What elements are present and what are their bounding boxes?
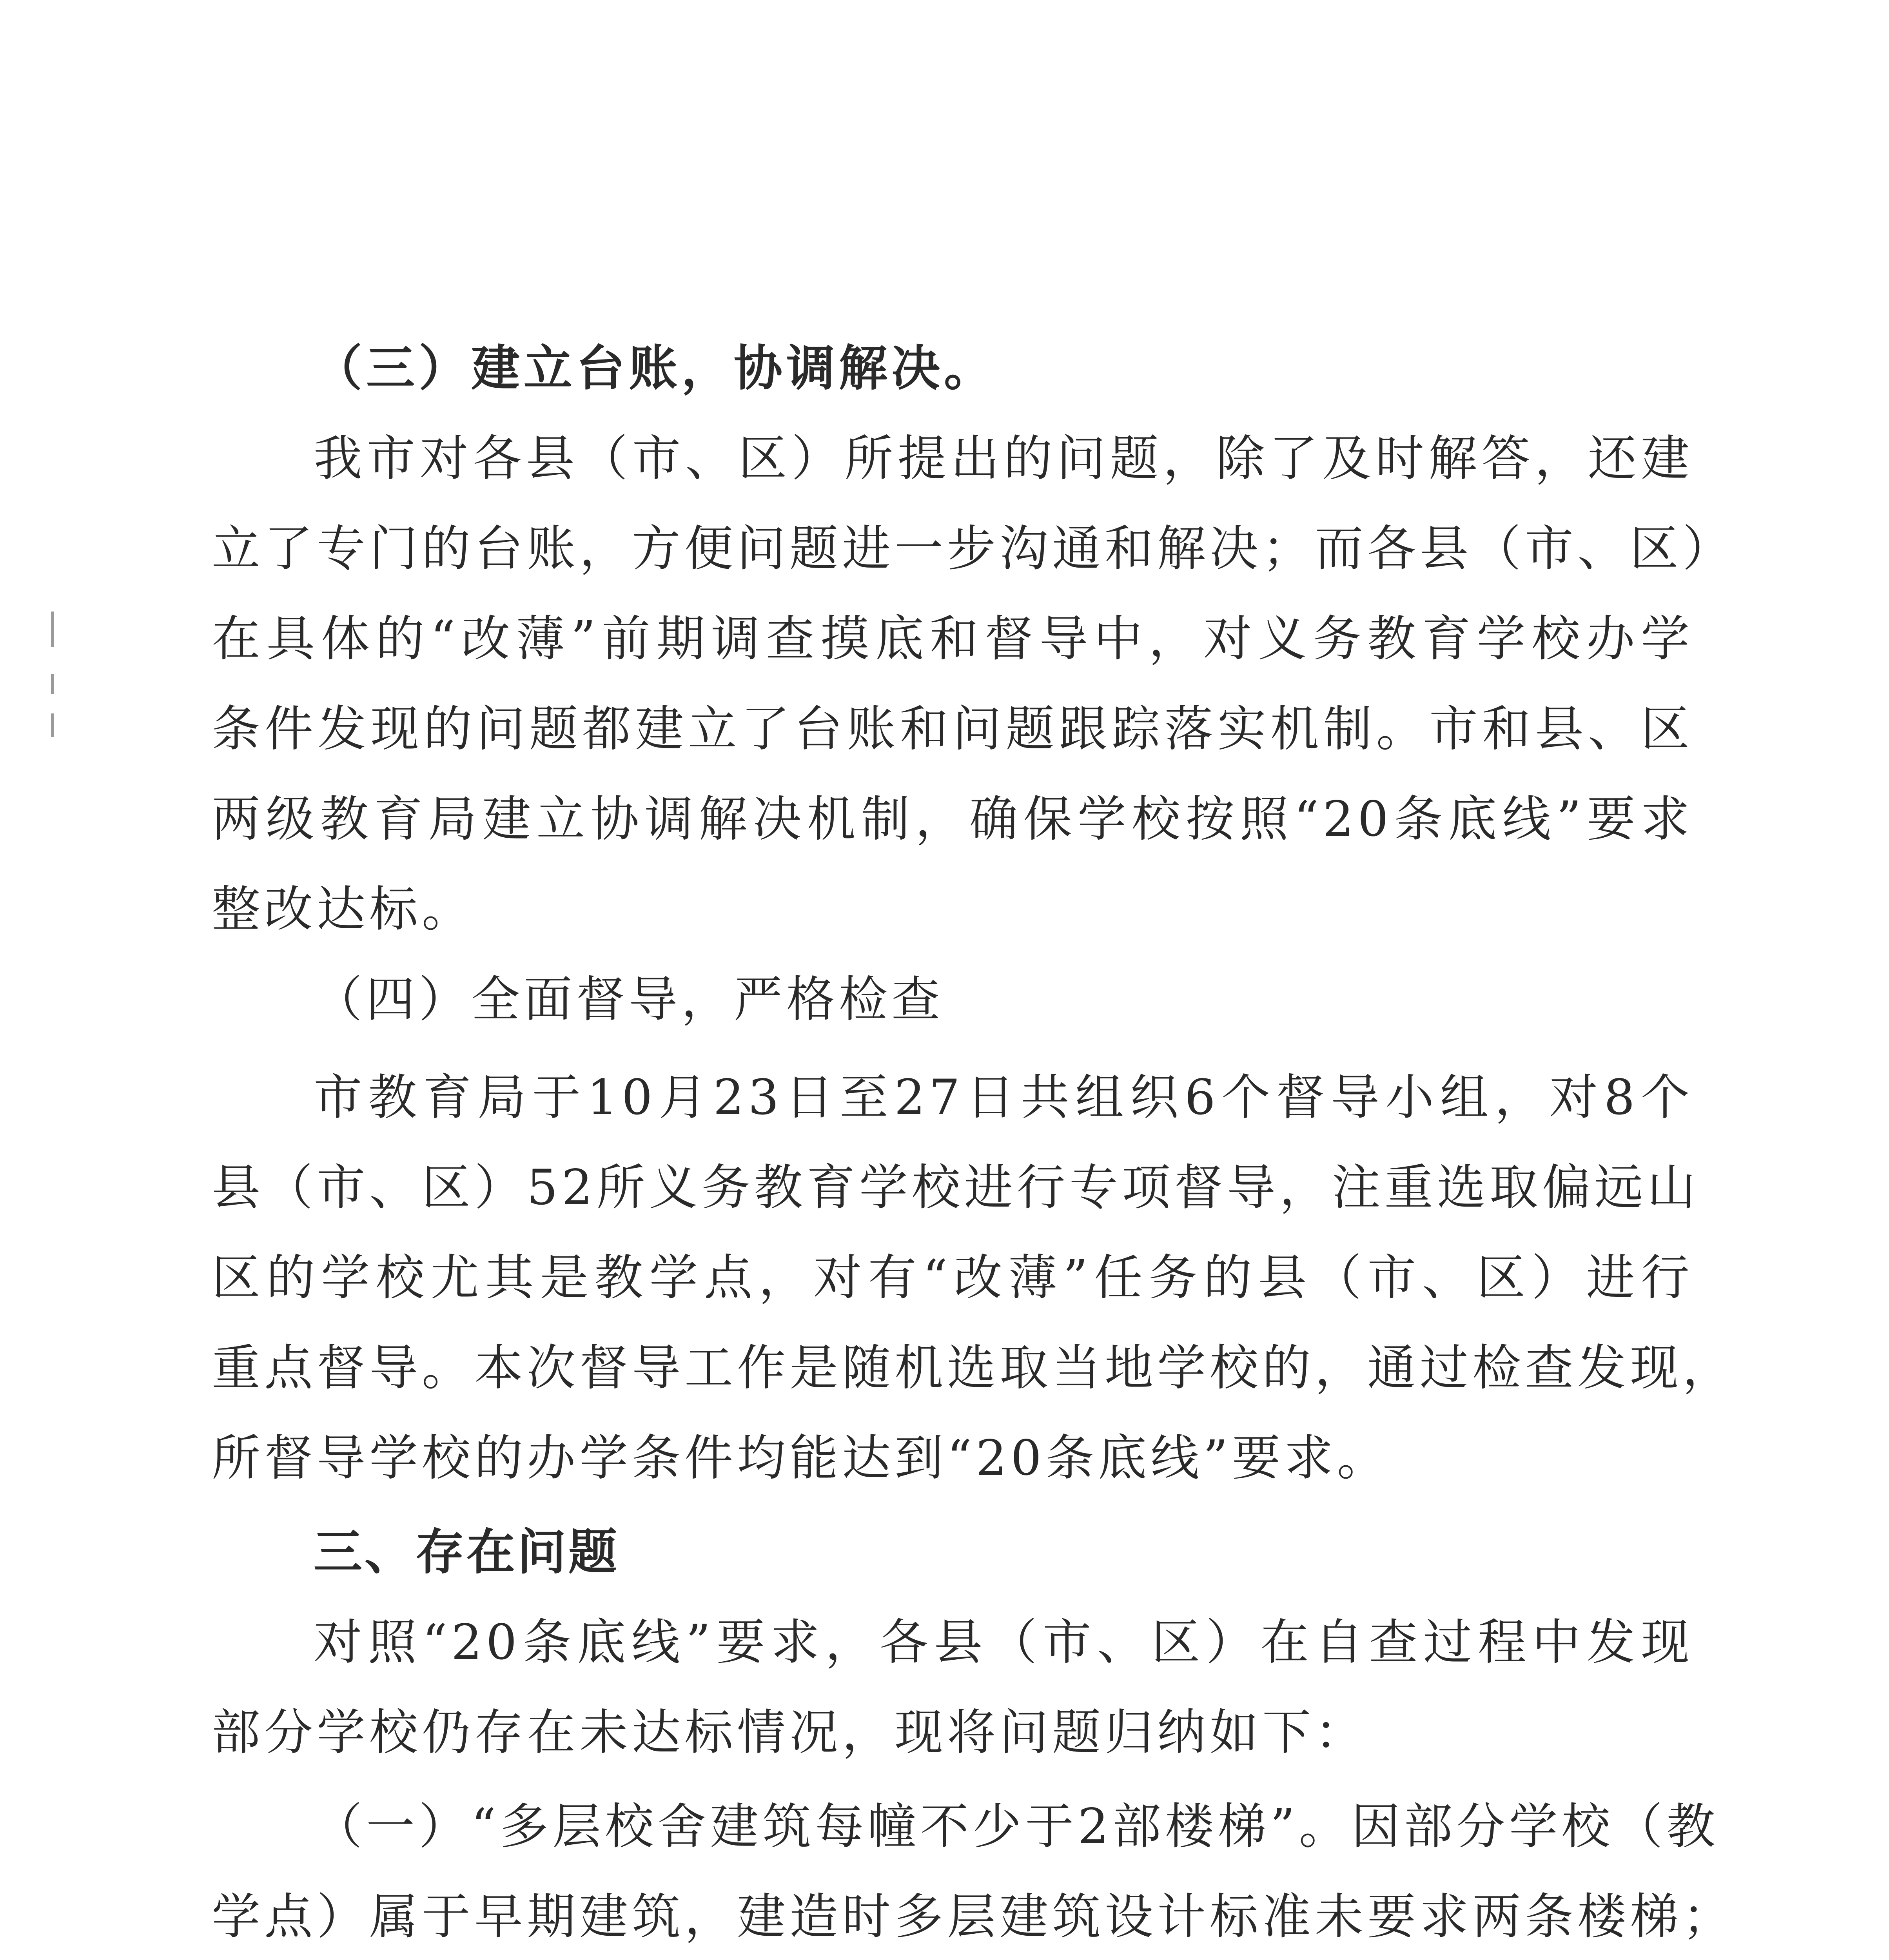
paragraph-line: 重点督导。本次督导工作是随机选取当地学校的，通过检查发现， <box>212 1340 1735 1396</box>
paragraph-line: 整改达标。 <box>212 881 475 938</box>
scan-edge-mark <box>51 713 54 737</box>
paragraph-line: 县（市、区）52所义务教育学校进行专项督导，注重选取偏远山 <box>212 1160 1700 1216</box>
section-heading-3: （三）建立台账，协调解决。 <box>314 340 997 397</box>
paragraph-line: 市教育局于10月23日至27日共组织6个督导小组，对8个 <box>314 1069 1693 1126</box>
paragraph-line: 条件发现的问题都建立了台账和问题跟踪落实机制。市和县、区 <box>212 701 1693 757</box>
paragraph-line: 我市对各县（市、区）所提出的问题，除了及时解答，还建 <box>314 430 1693 487</box>
paragraph-line: 所督导学校的办学条件均能达到“20条底线”要求。 <box>212 1430 1390 1486</box>
paragraph-line: 对照“20条底线”要求，各县（市、区）在自查过程中发现 <box>314 1614 1693 1671</box>
paragraph-line: 在具体的“改薄”前期调查摸底和督导中，对义务教育学校办学 <box>212 611 1693 667</box>
paragraph-line: 立了专门的台账，方便问题进一步沟通和解决；而各县（市、区） <box>212 521 1735 577</box>
section-heading-4: （四）全面督导，严格检查 <box>314 971 944 1028</box>
paragraph-line: 学点）属于早期建筑，建造时多层建筑设计标准未要求两条楼梯； <box>212 1889 1735 1945</box>
paragraph-line: （一）“多层校舍建筑每幢不少于2部楼梯”。因部分学校（教 <box>314 1798 1719 1855</box>
paragraph-line: 两级教育局建立协调解决机制，确保学校按照“20条底线”要求 <box>212 791 1693 848</box>
paragraph-line: 部分学校仍存在未达标情况，现将问题归纳如下： <box>212 1704 1368 1761</box>
scan-edge-mark <box>51 612 54 647</box>
chapter-heading-problems: 三、存在问题 <box>314 1524 620 1581</box>
scan-edge-mark <box>51 674 54 694</box>
paragraph-line: 区的学校尤其是教学点，对有“改薄”任务的县（市、区）进行 <box>212 1250 1693 1306</box>
